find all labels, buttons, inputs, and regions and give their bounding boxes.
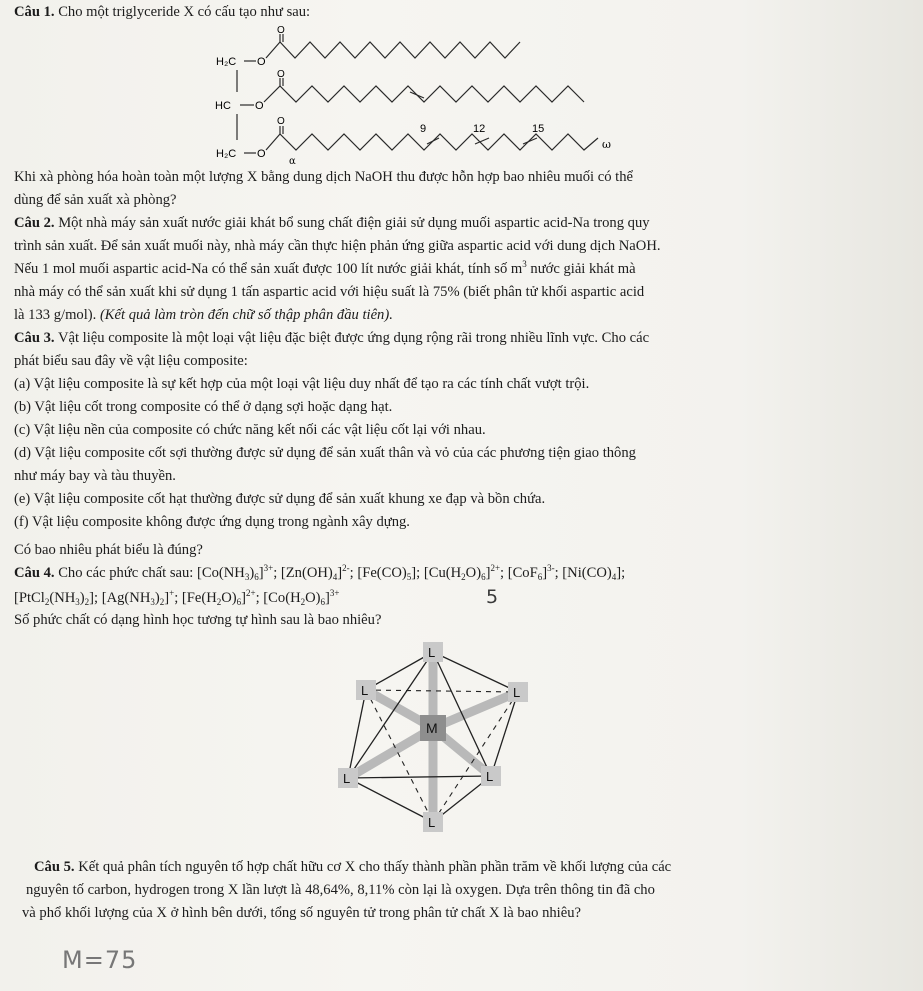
q1-header [14, 2, 310, 22]
q4-label: Câu 4. [14, 565, 55, 581]
metal-center: M [426, 720, 438, 736]
glycerol-c2: HC [215, 100, 231, 112]
ligand-bottom: L [428, 815, 436, 830]
carbonyl-o-2: O [277, 69, 285, 80]
q3-text-1: Vật liệu composite là một loại vật liệu đặc biệt được ứng dụng rộng rãi trong nhiều lĩnh vực. Cho các [57, 330, 650, 346]
q4-handwritten-answer: 5 [486, 586, 499, 608]
q5-handwritten-mass: M=75 [62, 946, 138, 974]
q2-line-3 [14, 259, 636, 279]
q4-question: Số phức chất có dạng hình học tương tự hình sau là bao nhiêu? [14, 612, 382, 628]
q3-text-2: phát biểu sau đây về vật liệu composite: [14, 353, 248, 369]
q1-label: Câu 1. [14, 4, 55, 20]
alpha-label: α [289, 156, 296, 167]
position-15: 15 [532, 123, 545, 135]
ligand-back-right: L [513, 685, 521, 700]
octahedral-figure [320, 640, 560, 845]
ester-o-1: O [257, 56, 266, 68]
omega-label: ω [602, 138, 611, 151]
q2-cubic-sup: 3 [522, 259, 527, 269]
carbonyl-o-3: O [277, 116, 285, 127]
ligand-front-right: L [486, 769, 494, 784]
q5-text-2: nguyên tố carbon, hydrogen trong X lần lượt là 48,64%, 8,11% còn lại là oxygen. Dựa trên thông tin đã cho [26, 882, 655, 898]
q1-text-1: Khi xà phòng hóa hoàn toàn một lượng X bằng dung dịch NaOH thu được hỗn hợp bao nhiêu muối có thể [14, 169, 633, 185]
q3-question: Có bao nhiêu phát biểu là đúng? [14, 542, 203, 558]
q3-label: Câu 3. [14, 330, 55, 346]
q3-statement-d1: (d) Vật liệu composite cốt sợi thường được sử dụng để sản xuất thân và vỏ của các phương tiện giao thông [14, 445, 636, 461]
q1-text-2: dùng để sản xuất xà phòng? [14, 192, 177, 208]
q2-label: Câu 2. [14, 215, 55, 231]
q1-intro: Cho một triglyceride X có cấu tạo như sau: [58, 4, 311, 20]
ester-o-3: O [257, 148, 266, 160]
q3-statement-f: (f) Vật liệu composite không được ứng dụng trong ngành xây dựng. [14, 514, 410, 530]
q3-statement-d2: như máy bay và tàu thuyền. [14, 468, 176, 484]
q3-statement-e: (e) Vật liệu composite cốt hạt thường được sử dụng để sản xuất khung xe đạp và bồn chứa. [14, 491, 546, 507]
q2-line-5 [14, 305, 393, 325]
position-9: 9 [420, 123, 427, 135]
ester-o-2: O [255, 100, 264, 112]
q2-text-2: trình sản xuất. Để sản xuất muối này, nhà máy cần thực hiện phản ứng giữa aspartic acid với dung dịch NaOH. [14, 238, 661, 254]
q5-line-1 [34, 857, 671, 877]
q2-text-1: Một nhà máy sản xuất nước giải khát bổ sung chất điện giải sử dụng muối aspartic acid-Na trong quy [58, 215, 650, 231]
carbonyl-o-1: O [277, 25, 285, 36]
glycerol-c3: H₂C [216, 148, 237, 160]
q2-text-3a: Nếu 1 mol muối aspartic acid-Na có thể sản xuất được 100 lít nước giải khát, tính số m [14, 261, 523, 277]
glycerol-c1: H₂C [216, 56, 237, 68]
complex-list-2: $[PtCl_2(NH_3)_2]$; $[Ag(NH_3)_2]^+$; $[Fe(H_2O)_6]^{2+}$; $[Co(H_2O)_6]^{3+}$ [14, 588, 340, 607]
triglyceride-structure [200, 22, 640, 172]
q2-text-4: nhà máy có thể sản xuất khi sử dụng 1 tấn aspartic acid với hiệu suất là 75% (biết phân tử khối aspartic acid [14, 284, 645, 300]
complex-list-1: $[Co(NH_3)_6]^{3+}$; $[Zn(OH)_4]^{2-}$; $[Fe(CO)_5]$; $[Cu(H_2O)_6]^{2+}$; $[CoF_6]^{3-}$; $[Ni(CO)_4]$; [197, 563, 626, 582]
ligand-top: L [428, 645, 436, 660]
ligand-back-left: L [361, 683, 369, 698]
q2-line-1 [14, 213, 650, 233]
q2-rounding-note: (Kết quả làm tròn đến chữ số thập phân đầu tiên). [99, 307, 393, 323]
q2-text-5a: là 133 g/mol). [14, 307, 100, 323]
q5-text-1: Kết quả phân tích nguyên tố hợp chất hữu cơ X cho thấy thành phần phần trăm về khối lượng của các [78, 859, 672, 875]
position-12: 12 [473, 123, 486, 135]
q5-label: Câu 5. [34, 859, 75, 875]
q4-intro: Cho các phức chất sau: [58, 565, 194, 581]
q4-line-1 [14, 563, 625, 583]
q5-text-3: và phổ khối lượng của X ở hình bên dưới, tổng số nguyên tử trong phân tử chất X là bao nhiêu? [22, 905, 581, 921]
q3-statement-a: (a) Vật liệu composite là sự kết hợp của một loại vật liệu duy nhất để tạo ra các tính chất vượt trội. [14, 376, 590, 392]
q2-text-3b: nước giải khát mà [526, 261, 636, 277]
q3-line-1 [14, 328, 649, 348]
q3-statement-b: (b) Vật liệu cốt trong composite có thể ở dạng sợi hoặc dạng hạt. [14, 399, 393, 415]
q3-statement-c: (c) Vật liệu nền của composite có chức năng kết nối các vật liệu cốt lại với nhau. [14, 422, 486, 438]
ligand-front-left: L [343, 771, 351, 786]
